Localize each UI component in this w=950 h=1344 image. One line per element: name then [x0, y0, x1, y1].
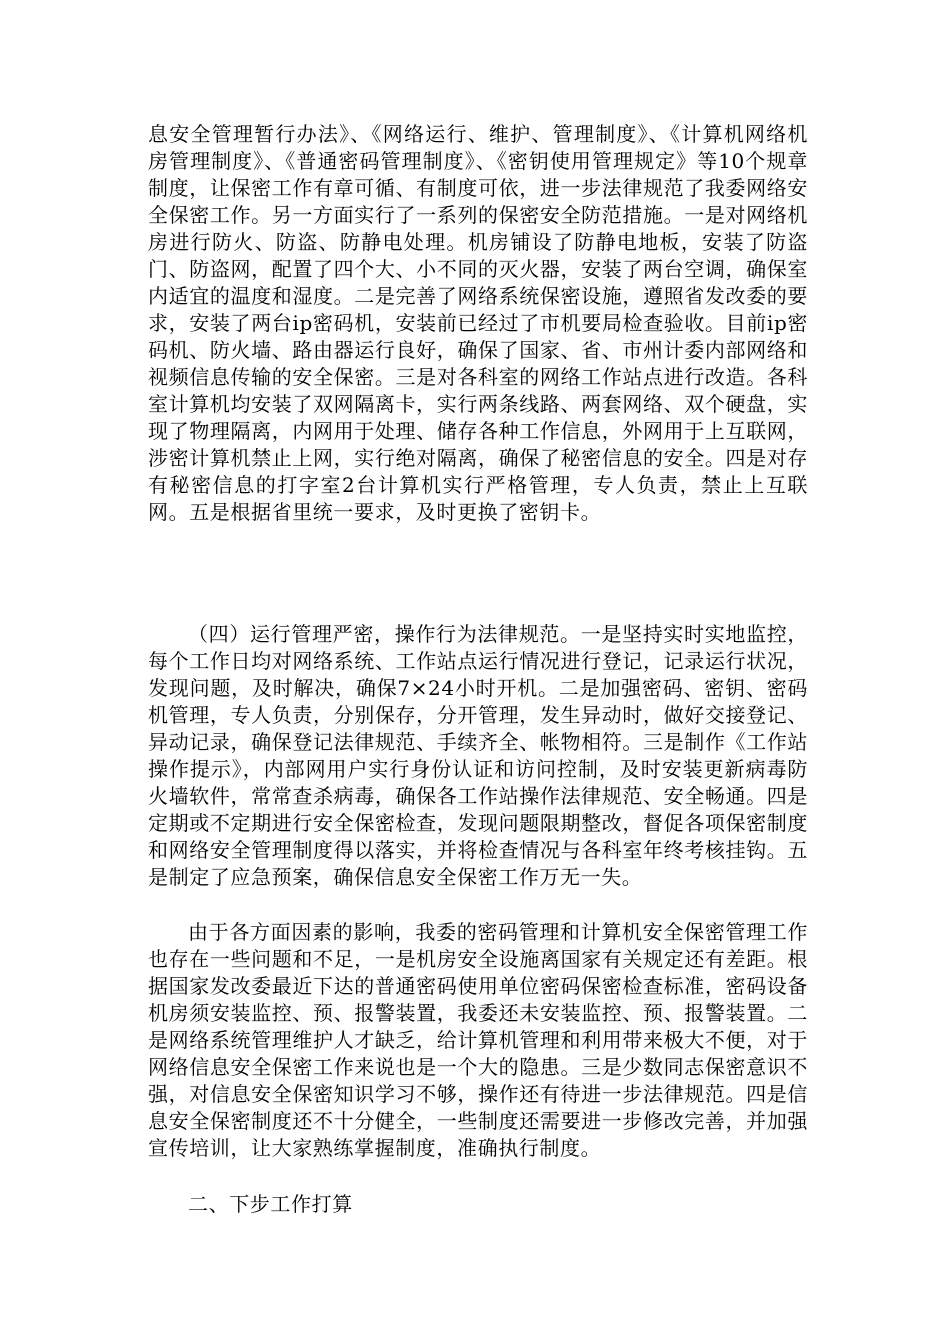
paragraph-operation-management: （四）运行管理严密，操作行为法律规范。一是坚持实时实地监控，每个工作日均对网络系统、工作站点运行情况进行登记，记录运行状况，发现问题，及时解决，确保7×24小时开机。二是加强密码、密钥、密码机管理，专人负责，分别保存，分开管理，发生异动时，做好交接登记、异动记录，确保登记法律规范、手续齐全、帐物相符。三是制作《工作站操作提示》，内部网用户实行身份认证和访问控制，及时安装更新病毒防火墙软件，常常查杀病毒，确保各工作站操作法律规范、安全畅通。四是定期或不定期进行安全保密检查，发现问题限期整改，督促各项保密制度和网络安全管理制度得以落实，并将检查情况与各科室年终考核挂钩。五是制定了应急预案，确保信息安全保密工作万无一失。 [148, 622, 808, 889]
paragraph-problems: 由于各方面因素的影响，我委的密码管理和计算机安全保密管理工作也存在一些问题和不足，一是机房安全设施离国家有关规定还有差距。根据国家发改委最近下达的普通密码使用单位密码保密检查标准，密码设备机房须安装监控、预、报警装置，我委还未安装监控、预、报警装置。二是网络系统管理维护人才缺乏，给计算机管理和利用带来极大不便，对于网络信息安全保密工作来说也是一个大的隐患。三是少数同志保密意识不强，对信息安全保密知识学习不够，操作还有待进一步法律规范。四是信息安全保密制度还不十分健全，一些制度还需要进一步修改完善，并加强宣传培训，让大家熟练掌握制度，准确执行制度。 [148, 920, 808, 1160]
paragraph-security-measures: 息安全管理暂行办法》、《网络运行、维护、管理制度》、《计算机网络机房管理制度》、《普通密码管理制度》、《密钥使用管理规定》等10个规章制度，让保密工作有章可循、有制度可依，进一步法律规范了我委网络安全保密工作。另一方面实行了一系列的保密安全防范措施。一是对网络机房进行防火、防盗、防静电处理。机房铺设了防静电地板，安装了防盗门、防盗网，配置了四个大、小不同的灭火器，安装了两台空调，确保室内适宜的温度和湿度。二是完善了网络系统保密设施，遵照省发改委的要求，安装了两台ip密码机，安装前已经过了市机要局检查验收。目前ip密码机、防火墙、路由器运行良好，确保了国家、省、市州计委内部网络和视频信息传输的安全保密。三是对各科室的网络工作站点进行改造。各科室计算机均安装了双网隔离卡，实行两条线路、两套网络、双个硬盘，实现了物理隔离，内网用于处理、储存各种工作信息，外网用于上互联网，涉密计算机禁止上网，实行绝对隔离，确保了秘密信息的安全。四是对存有秘密信息的打字室2台计算机实行严格管理，专人负责，禁止上互联网。五是根据省里统一要求，及时更换了密钥卡。 [148, 122, 808, 524]
section-heading-next-steps: 二、下步工作打算 [188, 1192, 353, 1216]
